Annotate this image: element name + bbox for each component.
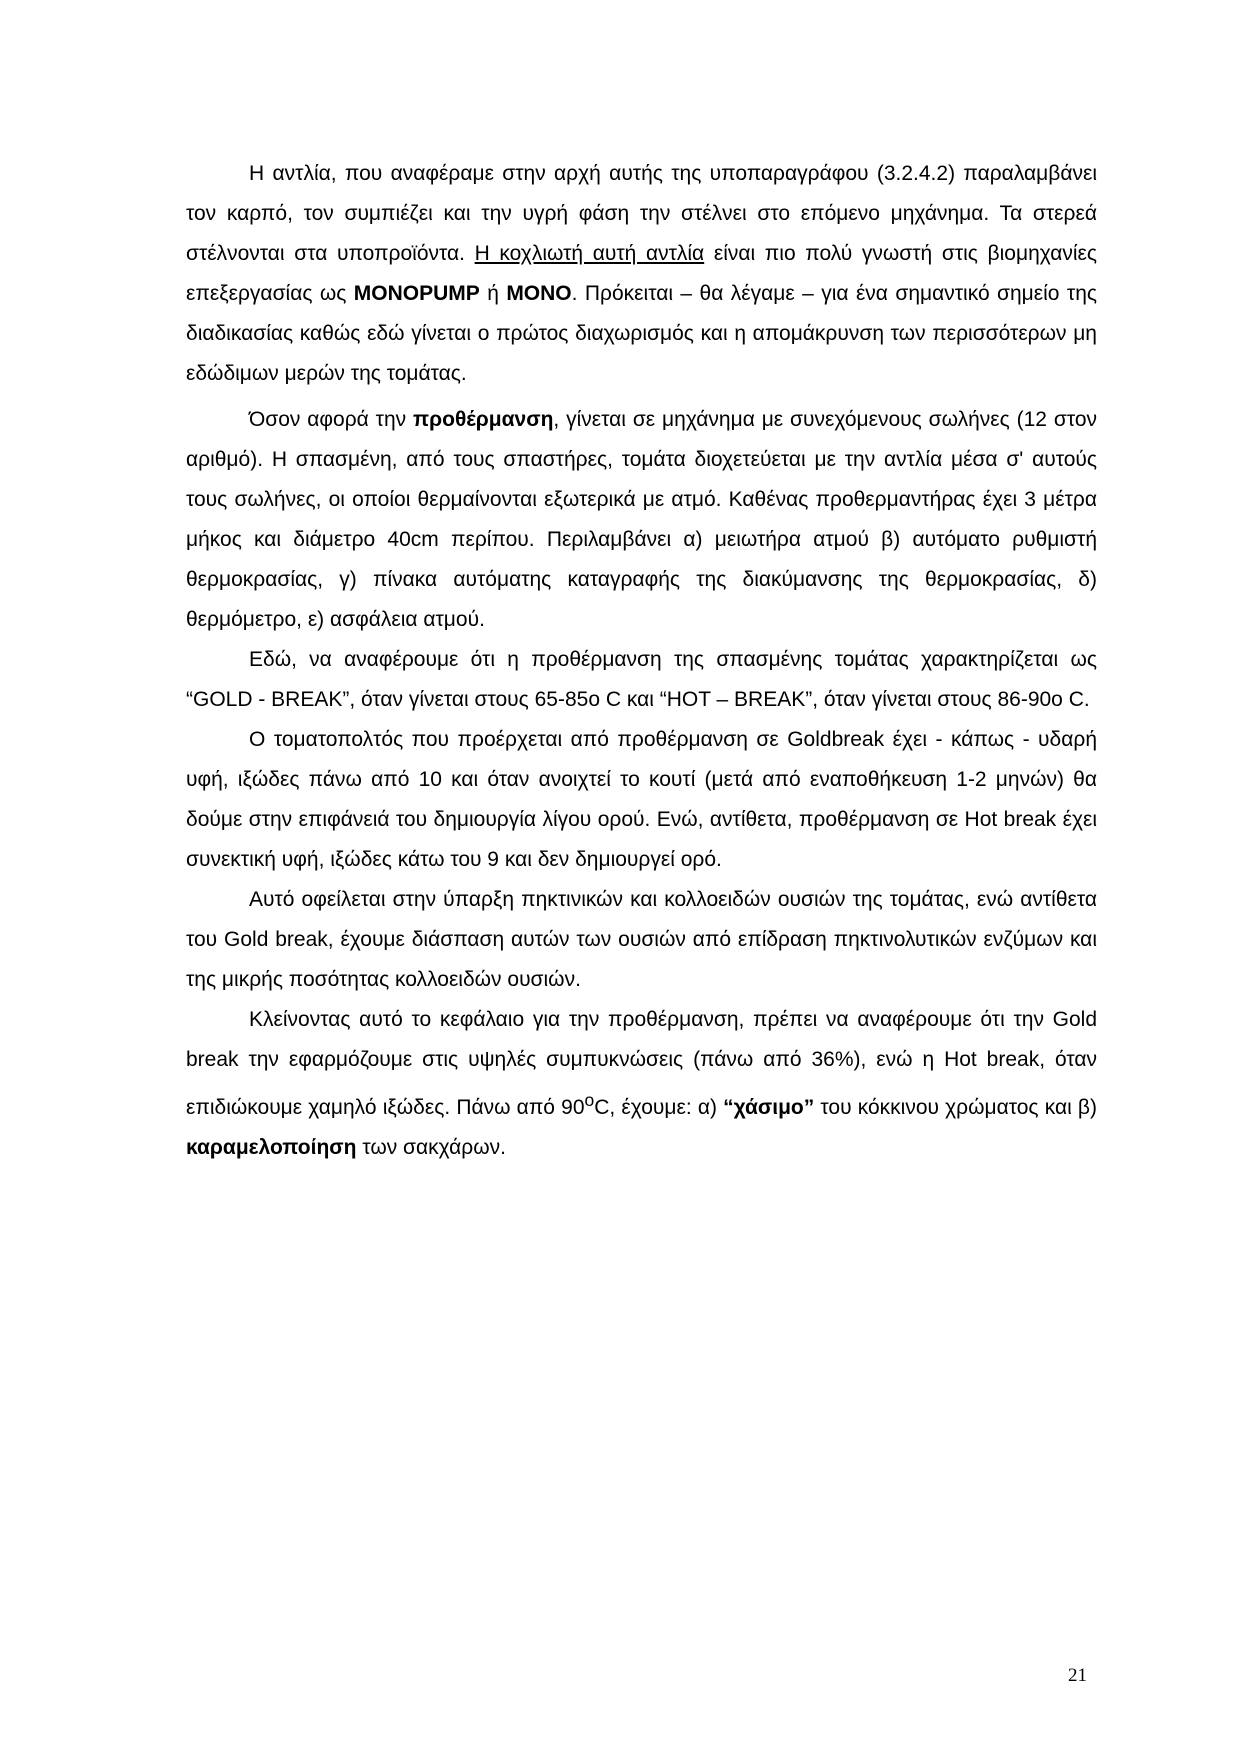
bold-text: MONOPUMP <box>353 282 480 305</box>
page-number: 21 <box>1068 1665 1087 1686</box>
bold-text: προθέρμανση <box>413 408 554 431</box>
text-run: Όσον αφορά την <box>249 408 414 431</box>
paragraph-preheating <box>186 400 1097 640</box>
text-run: Αυτό οφείλεται στην ύπαρξη πηκτινικών και κολλοειδών ουσιών της τομάτας, ενώ αντίθετα του Gold break, έχουμε διάσπαση αυτών των ουσιών από επίδραση πηκτινολυτικών ενζύμων και της μικρής ποσότητας κολλοειδών ουσιών. <box>186 888 1097 991</box>
paragraph-pectins <box>186 880 1097 1000</box>
text-run: των σακχάρων. <box>356 1136 506 1159</box>
bold-text: “χάσιμο” <box>723 1096 815 1119</box>
paragraph-goldbreak-paste <box>186 720 1097 880</box>
underlined-text: Η κοχλιωτή αυτή αντλία <box>474 242 705 265</box>
body-text <box>186 154 1097 1168</box>
text-run: ή <box>479 282 507 305</box>
paragraph-break-types <box>186 640 1097 720</box>
text-run: Ο τοματοπολτός που προέρχεται από προθέρμανση σε Goldbreak έχει - κάπως - υδαρή υφή, ιξώδες πάνω από 10 και όταν ανοιχτεί το κουτί (μετά από εναποθήκευση 1-2 μηνών) θα δούμε στην επιφάνειά του δημιουργία λίγου ορού. Ενώ, αντίθετα, προθέρμανση σε Hot break έχει συνεκτική υφή, ιξώδες κάτω του 9 και δεν δημιουργεί ορό. <box>186 728 1097 871</box>
paragraph-pump <box>186 154 1097 394</box>
text-run: του κόκκινου χρώματος και β) <box>814 1096 1097 1119</box>
text-run: . Πρόκειται – θα λέγαμε – για ένα σημαντικό σημείο της διαδικασίας καθώς εδώ γίνεται ο πρώτος διαχωρισμός και η απομάκρυνση των περισσότερων μη εδώδιμων μερών της τομάτας. <box>186 282 1097 385</box>
paragraph-conclusion <box>186 1000 1097 1168</box>
bold-text: MONO <box>506 282 572 305</box>
bold-text: καραμελοποίηση <box>186 1136 357 1159</box>
degree-superscript: o <box>584 1090 595 1110</box>
text-run: Εδώ, να αναφέρουμε ότι η προθέρμανση της σπασμένης τομάτας χαρακτηρίζεται ως “GOLD - BREAK”, όταν γίνεται στους 65-85ο C και “HOT – BREAK”, όταν γίνεται στους 86-90ο C. <box>186 648 1097 711</box>
text-run: , γίνεται σε μηχάνημα με συνεχόμενους σωλήνες (12 στον αριθμό). Η σπασμένη, από τους σπαστήρες, τομάτα διοχετεύεται με την αντλία μέσα σ' αυτούς τους σωλήνες, οι οποίοι θερμαίνονται εξωτερικά με ατμό. Καθένας προθερμαντήρας έχει 3 μέτρα μήκος και διάμετρο 40cm περίπου. Περιλαμβάνει α) μειωτήρα ατμού β) αυτόματο ρυθμιστή θερμοκρασίας, γ) πίνακα αυτόματης καταγραφής της διακύμανσης της θερμοκρασίας, δ) θερμόμετρο, ε) ασφάλεια ατμού. <box>186 408 1097 631</box>
text-run: Η αντλία, που αναφέραμε στην αρχή αυτής της υποπαραγράφου (3.2.4.2) παραλαμβάνει τον καρπό, τον συμπιέζει και την υγρή φάση την στέλνει στο επόμενο μηχάνημα. Τα στερεά στέλνονται στα υποπροϊόντα. <box>186 162 1097 265</box>
text-run: Κλείνοντας αυτό το κεφάλαιο για την προθέρμανση, πρέπει να αναφέρουμε ότι την Gold break την εφαρμόζουμε στις υψηλές συμπυκνώσεις (πάνω από 36%), ενώ η Hot break, όταν επιδιώκουμε χαμηλό ιξώδες. Πάνω από 90 <box>186 1008 1097 1119</box>
text-run: C, έχουμε: α) <box>594 1096 724 1119</box>
text-run: είναι πιο πολύ γνωστή στις βιομηχανίες επεξεργασίας ως <box>186 242 1097 305</box>
